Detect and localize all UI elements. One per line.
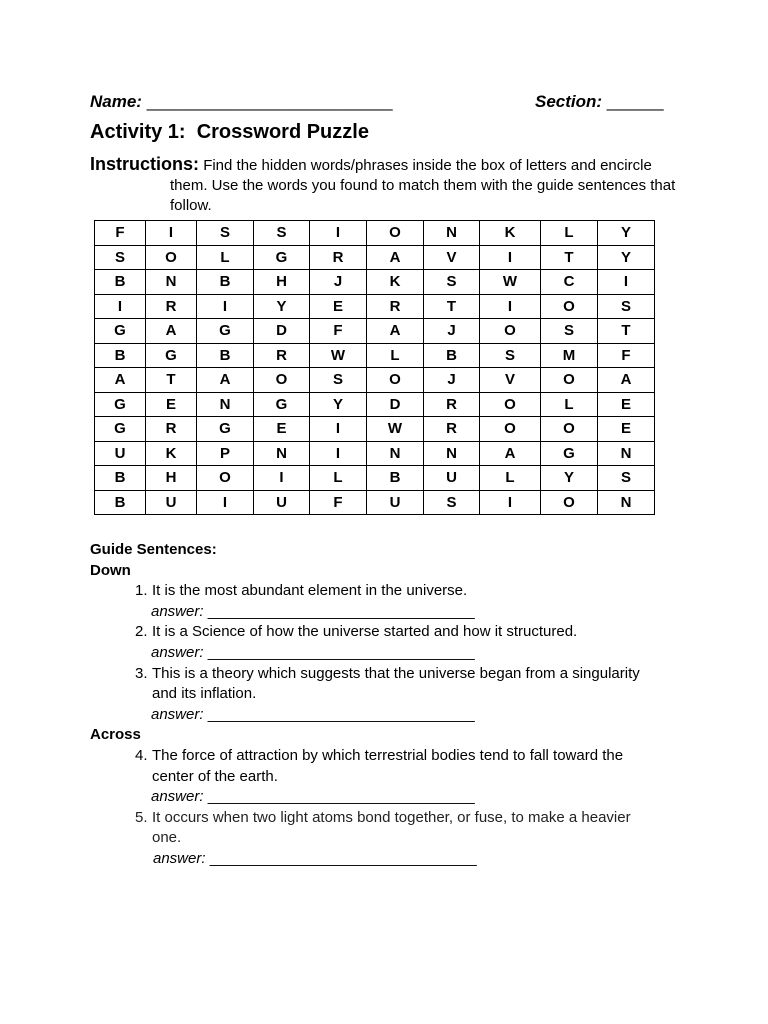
grid-letter-cell[interactable]: A xyxy=(367,319,424,344)
grid-letter-cell[interactable]: E xyxy=(598,392,655,417)
question-2 xyxy=(90,622,690,643)
grid-letter-cell[interactable]: Y xyxy=(310,392,367,417)
grid-letter-cell[interactable]: J xyxy=(424,319,480,344)
grid-letter-cell[interactable]: S xyxy=(424,270,480,295)
grid-letter-cell[interactable]: G xyxy=(541,441,598,466)
grid-letter-cell[interactable]: B xyxy=(424,343,480,368)
grid-letter-cell[interactable]: I xyxy=(254,466,310,491)
answer-4 xyxy=(90,787,690,808)
grid-letter-cell[interactable]: R xyxy=(146,294,197,319)
question-3 xyxy=(90,664,690,685)
instructions-line-2: them. Use the words you found to match them with the guide sentences that xyxy=(170,177,676,194)
instructions-line-3: follow. xyxy=(170,197,212,214)
activity-title: Activity 1: Crossword Puzzle xyxy=(90,121,369,143)
grid-letter-cell[interactable]: L xyxy=(197,245,254,270)
instructions xyxy=(90,154,678,216)
grid-letter-cell[interactable]: O xyxy=(254,368,310,393)
grid-letter-cell[interactable]: G xyxy=(254,392,310,417)
grid-letter-cell[interactable]: I xyxy=(197,294,254,319)
question-text: It is a Science of how the universe started and how it structured. xyxy=(152,623,578,641)
grid-row xyxy=(95,368,655,393)
grid-letter-cell[interactable]: P xyxy=(197,441,254,466)
grid-letter-cell[interactable]: O xyxy=(541,294,598,319)
grid-row xyxy=(95,245,655,270)
instructions-label: Instructions: xyxy=(90,154,200,174)
grid-letter-cell[interactable]: L xyxy=(541,221,598,246)
grid-letter-cell[interactable]: S xyxy=(254,221,310,246)
grid-letter-cell[interactable]: U xyxy=(95,441,146,466)
grid-letter-cell[interactable]: W xyxy=(310,343,367,368)
grid-letter-cell[interactable]: U xyxy=(424,466,480,491)
grid-letter-cell[interactable]: L xyxy=(310,466,367,491)
grid-letter-cell[interactable]: N xyxy=(254,441,310,466)
question-5 xyxy=(90,808,690,829)
answer-label: answer: xyxy=(153,849,206,867)
question-text: The force of attraction by which terrestrial bodies tend to fall toward the xyxy=(152,746,624,764)
grid-letter-cell[interactable]: B xyxy=(367,466,424,491)
grid-letter-cell[interactable]: V xyxy=(424,245,480,270)
grid-letter-cell[interactable]: S xyxy=(424,490,480,515)
answer-blank: ________________________________ xyxy=(207,788,475,806)
grid-letter-cell[interactable]: U xyxy=(254,490,310,515)
grid-row xyxy=(95,417,655,442)
grid-row xyxy=(95,294,655,319)
grid-letter-cell[interactable]: S xyxy=(541,319,598,344)
grid-letter-cell[interactable]: S xyxy=(480,343,541,368)
header-row xyxy=(90,92,670,114)
name-field xyxy=(90,92,393,112)
grid-letter-cell[interactable]: I xyxy=(480,490,541,515)
grid-letter-cell[interactable]: C xyxy=(541,270,598,295)
grid-letter-cell[interactable]: A xyxy=(480,441,541,466)
grid-letter-cell[interactable]: G xyxy=(95,319,146,344)
grid-row xyxy=(95,466,655,491)
grid-letter-cell[interactable]: I xyxy=(146,221,197,246)
grid-letter-cell[interactable]: D xyxy=(367,392,424,417)
grid-letter-cell[interactable]: B xyxy=(197,343,254,368)
grid-letter-cell[interactable]: F xyxy=(310,319,367,344)
grid-letter-cell[interactable]: O xyxy=(197,466,254,491)
answer-label: answer: xyxy=(151,602,204,620)
grid-letter-cell[interactable]: R xyxy=(310,245,367,270)
answer-2 xyxy=(90,643,690,664)
grid-letter-cell[interactable]: G xyxy=(197,417,254,442)
answer-5 xyxy=(90,849,690,870)
answer-label: answer: xyxy=(151,705,204,723)
guide-heading: Guide Sentences: xyxy=(90,541,217,558)
answer-1 xyxy=(90,602,690,623)
grid-letter-cell[interactable]: R xyxy=(424,392,480,417)
grid-letter-cell[interactable]: N xyxy=(598,441,655,466)
section-field xyxy=(535,92,664,112)
grid-letter-cell[interactable]: J xyxy=(424,368,480,393)
grid-row xyxy=(95,441,655,466)
grid-row xyxy=(95,270,655,295)
grid-letter-cell[interactable]: S xyxy=(197,221,254,246)
grid-letter-cell[interactable]: Y xyxy=(598,245,655,270)
question-number: 3. xyxy=(135,664,148,682)
grid-letter-cell[interactable]: T xyxy=(146,368,197,393)
answer-blank: ________________________________ xyxy=(207,643,475,661)
question-4 xyxy=(90,746,690,767)
grid-letter-cell[interactable]: K xyxy=(146,441,197,466)
grid-letter-cell[interactable]: F xyxy=(95,221,146,246)
grid-letter-cell[interactable]: G xyxy=(95,417,146,442)
grid-letter-cell[interactable]: F xyxy=(598,343,655,368)
grid-letter-cell[interactable]: B xyxy=(95,490,146,515)
grid-letter-cell[interactable]: H xyxy=(254,270,310,295)
grid-letter-cell[interactable]: Y xyxy=(598,221,655,246)
grid-letter-cell[interactable]: S xyxy=(310,368,367,393)
grid-letter-cell[interactable]: F xyxy=(310,490,367,515)
grid-letter-cell[interactable]: E xyxy=(598,417,655,442)
grid-row xyxy=(95,343,655,368)
grid-letter-cell[interactable]: V xyxy=(480,368,541,393)
grid-letter-cell[interactable]: I xyxy=(310,221,367,246)
grid-letter-cell[interactable]: O xyxy=(480,392,541,417)
grid-letter-cell[interactable]: T xyxy=(598,319,655,344)
grid-letter-cell[interactable]: A xyxy=(146,319,197,344)
question-text: This is a theory which suggests that the universe began from a singularity xyxy=(152,664,640,682)
down-heading: Down xyxy=(90,561,131,579)
name-label: Name: xyxy=(90,92,142,111)
grid-letter-cell[interactable]: E xyxy=(146,392,197,417)
grid-row xyxy=(95,392,655,417)
grid-letter-cell[interactable]: N xyxy=(146,270,197,295)
grid-letter-cell[interactable]: O xyxy=(367,368,424,393)
grid-letter-cell[interactable]: A xyxy=(367,245,424,270)
question-number: 2. xyxy=(135,623,148,641)
question-3-continued: and its inflation. xyxy=(152,685,257,703)
grid-letter-cell[interactable]: E xyxy=(254,417,310,442)
grid-letter-cell[interactable]: E xyxy=(310,294,367,319)
grid-letter-cell[interactable]: N xyxy=(424,441,480,466)
question-5-continued: one. xyxy=(152,829,182,847)
grid-letter-cell[interactable]: B xyxy=(95,466,146,491)
grid-row xyxy=(95,490,655,515)
section-blank: ______ xyxy=(606,92,664,111)
grid-letter-cell[interactable]: Y xyxy=(541,466,598,491)
grid-letter-cell[interactable]: N xyxy=(367,441,424,466)
question-1 xyxy=(90,581,690,602)
grid-letter-cell[interactable]: G xyxy=(146,343,197,368)
guide-sentences xyxy=(90,540,690,870)
grid-letter-cell[interactable]: O xyxy=(541,490,598,515)
answer-blank: ________________________________ xyxy=(207,602,475,620)
grid-letter-cell[interactable]: N xyxy=(598,490,655,515)
grid-letter-cell[interactable]: O xyxy=(541,368,598,393)
answer-blank: ________________________________ xyxy=(209,849,477,867)
grid-letter-cell[interactable]: M xyxy=(541,343,598,368)
grid-letter-cell[interactable]: G xyxy=(254,245,310,270)
grid-letter-cell[interactable]: B xyxy=(95,343,146,368)
question-number: 5. xyxy=(135,808,148,826)
grid-letter-cell[interactable]: G xyxy=(197,319,254,344)
grid-letter-cell[interactable]: L xyxy=(367,343,424,368)
grid-letter-cell[interactable]: I xyxy=(95,294,146,319)
grid-letter-cell[interactable]: I xyxy=(310,417,367,442)
answer-label: answer: xyxy=(151,643,204,661)
grid-letter-cell[interactable]: A xyxy=(197,368,254,393)
grid-letter-cell[interactable]: T xyxy=(424,294,480,319)
grid-row xyxy=(95,221,655,246)
grid-letter-cell[interactable]: I xyxy=(480,245,541,270)
grid-letter-cell[interactable]: I xyxy=(598,270,655,295)
grid-letter-cell[interactable]: N xyxy=(424,221,480,246)
grid-letter-cell[interactable]: O xyxy=(480,319,541,344)
grid-letter-cell[interactable]: I xyxy=(197,490,254,515)
answer-label: answer: xyxy=(151,788,204,806)
grid-letter-cell[interactable]: A xyxy=(95,368,146,393)
answer-blank: ________________________________ xyxy=(207,705,475,723)
word-search-grid xyxy=(94,220,655,515)
grid-letter-cell[interactable]: D xyxy=(254,319,310,344)
grid-letter-cell[interactable]: H xyxy=(146,466,197,491)
grid-letter-cell[interactable]: W xyxy=(480,270,541,295)
question-text: It occurs when two light atoms bond together, or fuse, to make a heavier xyxy=(152,808,631,826)
grid-letter-cell[interactable]: Y xyxy=(254,294,310,319)
grid-letter-cell[interactable]: B xyxy=(197,270,254,295)
grid-letter-cell[interactable]: O xyxy=(541,417,598,442)
grid-letter-cell[interactable]: U xyxy=(367,490,424,515)
grid-letter-cell[interactable]: O xyxy=(146,245,197,270)
grid-letter-cell[interactable]: L xyxy=(480,466,541,491)
grid-letter-cell[interactable]: S xyxy=(598,466,655,491)
grid-letter-cell[interactable]: O xyxy=(480,417,541,442)
grid-letter-cell[interactable]: U xyxy=(146,490,197,515)
grid-letter-cell[interactable]: R xyxy=(254,343,310,368)
grid-letter-cell[interactable]: I xyxy=(310,441,367,466)
question-number: 1. xyxy=(135,582,148,600)
grid-letter-cell[interactable]: L xyxy=(541,392,598,417)
grid-letter-cell[interactable]: G xyxy=(95,392,146,417)
grid-letter-cell[interactable]: S xyxy=(95,245,146,270)
across-heading: Across xyxy=(90,726,141,744)
answer-3 xyxy=(90,705,690,726)
grid-letter-cell[interactable]: T xyxy=(541,245,598,270)
instructions-text-1: Find the hidden words/phrases inside the box of letters and encircle xyxy=(203,157,652,174)
question-text: It is the most abundant element in the universe. xyxy=(152,582,468,600)
question-4-continued: center of the earth. xyxy=(152,767,278,785)
grid-letter-cell[interactable]: R xyxy=(367,294,424,319)
grid-letter-cell[interactable]: K xyxy=(480,221,541,246)
grid-letter-cell[interactable]: B xyxy=(95,270,146,295)
section-label: Section: xyxy=(535,92,603,111)
grid-letter-cell[interactable]: I xyxy=(480,294,541,319)
grid-letter-cell[interactable]: O xyxy=(367,221,424,246)
grid-letter-cell[interactable]: K xyxy=(367,270,424,295)
grid-letter-cell[interactable]: J xyxy=(310,270,367,295)
grid-letter-cell[interactable]: N xyxy=(197,392,254,417)
instructions-line-1 xyxy=(90,154,678,176)
grid-letter-cell[interactable]: A xyxy=(598,368,655,393)
question-number: 4. xyxy=(135,746,148,764)
grid-letter-cell[interactable]: R xyxy=(146,417,197,442)
grid-row xyxy=(95,319,655,344)
grid-letter-cell[interactable]: W xyxy=(367,417,424,442)
name-blank: __________________________ xyxy=(146,92,393,111)
grid-letter-cell[interactable]: R xyxy=(424,417,480,442)
grid-letter-cell[interactable]: S xyxy=(598,294,655,319)
